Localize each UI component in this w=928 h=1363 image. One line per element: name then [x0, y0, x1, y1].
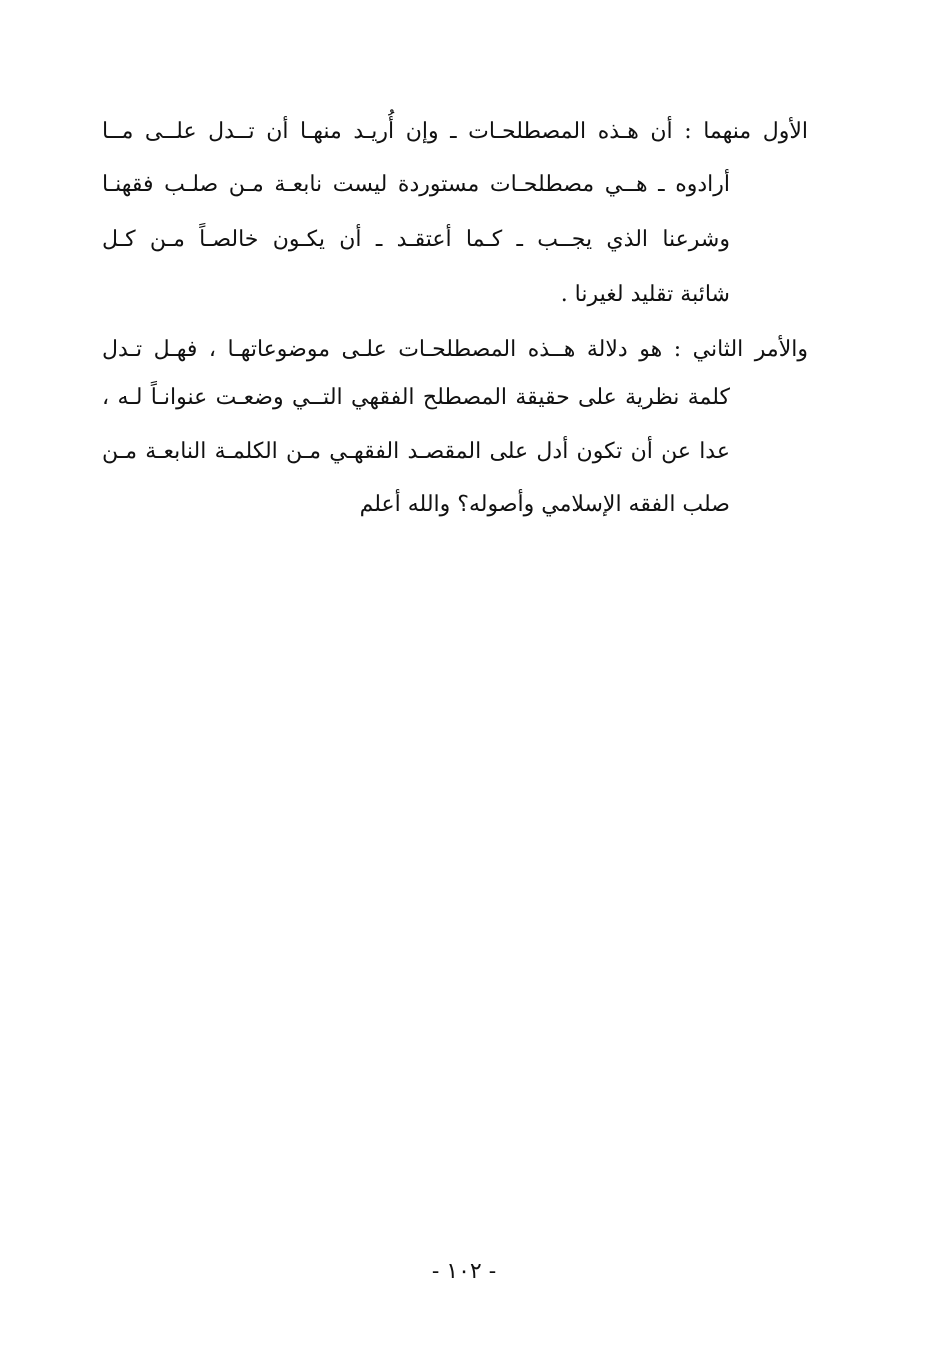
page-number: - ١٠٢ -	[431, 1259, 497, 1284]
paragraph-2-line-3: عدا عن أن تكون أدل على المقصـد الفقهـي مـن الكلمـة النابعـة مـن	[102, 439, 730, 464]
paragraph-1-line-2: أرادوه ـ هــي مصطلحـات مستوردة ليست نابعـة مـن صلـب فقهنـا	[102, 172, 730, 197]
paragraph-1-line-1: الأول منهما : أن هـذه المصطلحـات ـ وإن أُريـد منهـا أن تــدل علــى مــا	[102, 119, 808, 144]
paragraph-1-line-4: شائبة تقليد لغيرنا .	[560, 282, 730, 307]
paragraph-2-line-1: والأمر الثاني : هو دلالة هــذه المصطلحـات علـى موضوعاتهـا ، فهـل تـدل	[102, 337, 808, 362]
paragraph-2-line-2: كلمة نظرية على حقيقة المصطلح الفقهي التــي وضعـت عنوانـاً لـه ،	[102, 385, 730, 410]
paragraph-1-line-3: وشرعنا الذي يجــب ـ كـما أعتقـد ـ أن يكـون خالصـاً مـن كـل	[102, 227, 730, 252]
paragraph-2-line-4: صلب الفقه الإسلامي وأصوله؟ والله أعلم	[359, 492, 730, 517]
